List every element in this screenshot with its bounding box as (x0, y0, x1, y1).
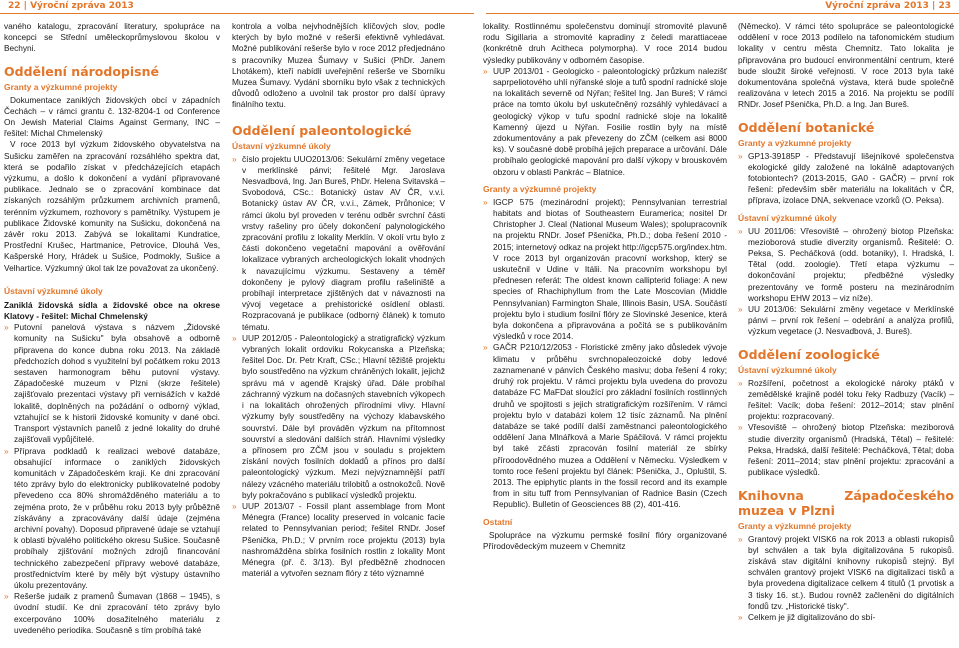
list-item: » GP13-39185P - Představují lišejníkové společenstva ekologické gildy založené na lokálně adaptovaných fotobiontech? (2013-2015, GA0 - GAČR) – první rok řešení: především sběr materiálu na lokalitách v ČR, příprava, izolace DNA, sekvenace vzorků (O. Peksa). (738, 151, 954, 207)
list-item: » Příprava podkladů k realizaci webové databáze, obsahující informace o zaniklých židovských komunitách v Západočeském kraji. Ke dni zpracování této zprávy bylo do elektronicky publikovatelné podoby převedeno cca 80% shromážděného materiálu a to zejména proto, že v průběhu roku 2013 byly průběžně získávány a zpracovávány další údaje (zejména archivní povahy). Doposud připravené údaje se vztahují k oblasti bývalého politického okresu Sušice. Současně probíhaly zjišťování možných zdrojů financování technického zabezpečení přípravy webové databáze, prostřednictvím které by měly být výstupy ústavního úkolu prezentovány. (4, 446, 220, 592)
task-list (738, 226, 954, 338)
list-item: » Celkem je již digitalizováno do sbí- (738, 612, 954, 623)
column-4 (738, 21, 954, 623)
page-header-left: 22 | Výroční zpráva 2013 (8, 1, 134, 11)
task-list (232, 154, 445, 580)
list-item: » IGCP 575 (mezinárodní projekt); Pennsylvanian terrestrial habitats and biotas of Southeastern Euramerica; nositel Dr Christopher J. Cleal (National Museum Wales); spolupracovník na projektu RNDr. Josef Pšenička, Ph.D.; doba řešení 2010 - 2015; internetový odkaz na projekt http://igcp575.org/index.htm. V roce 2013 byl organizován pracovní workshop, který se uskutečnil v Udine v Itálii. Na pracovním workshopu byl přednesen referát: The oldest known callipterid foliage: A new species of Rhachiphyllum from the Late Moscovian (Middle Pennsylvanian) Farmington Shale, Illinois Basin, USA. Součástí projektu bylo i studium fosilní flóry ze Slovinské Jesenice, která byla dokončena a připravována a počítá se s publikováním výsledků v roce 2014. (483, 197, 727, 343)
other-paragraph: Spolupráce na výzkumu permské fosilní flóry organizované Přírodovědeckým muzeem v Chemnitz (483, 529, 727, 551)
column-1 (4, 21, 220, 636)
task-list (4, 322, 220, 636)
section-title-library: Knihovna Západočeského muzea v Plzni (738, 487, 954, 518)
grants-heading: Granty a výzkumné projekty (738, 137, 852, 148)
header-rule-left (0, 13, 474, 14)
section-title-ethnography: Oddělení národopisné (4, 63, 159, 79)
task-list (738, 378, 954, 479)
grants-heading: Granty a výzkumné projekty (738, 520, 852, 531)
list-item: » UU 2013/06: Sekulární změny vegetace v Merklínské pánvi – první rok řešení – odebrání a analýza profilů, výzkum vegetace (J. Nesvadbová, J. Bureš). (738, 304, 954, 338)
list-item: » Putovní panelová výstava s názvem „Židovské komunity na Sušicku" byla obsahově a odborně připravena do konce dubna roku 2013. Na základě předchozích dohod s využitelní byl počátkem roku 2013 sestaven harmonogram běhu putovní výstavy. Západočeské muzeum v Plzni (skrze řešitele) zajišťovalo prezentaci výstavy při vernisážích v každé lokalitě, doplněných na požádání o odborný výklad, vztahující se k historii židovské komunity v dané obci. Transport výstavních panelů z jedné lokality do druhé zajišťovali vypůjčitelé. (4, 322, 220, 445)
list-item: » UU 2011/06: Vřesoviště – ohrožený biotop Plzeňska: mezioborová studie diverzity organismů. Řešitelé: O. Peksa, S. Pecháčková (odd. botaniky), I. Hradská, I. Tětal (odd. zoologie). Třetí etapa výzkumu – dokončování projektu; předběžné výsledky prezentovány ve formě posteru na mezinárodním workshopu EHW 2013 – viz níže). (738, 226, 954, 304)
section-title-botany: Oddělení botanické (738, 119, 875, 135)
grants-list (738, 151, 954, 207)
list-item: » Rozšíření, početnost a ekologické nároky ptáků v zemědělské krajině podél toku řeky Radbuzy (Vacík) – řešitel: Vacík; doba řešení: 2012–2014; stav plnění projektu: rozpracovaný. (738, 378, 954, 423)
list-item: » Vřesoviště – ohrožený biotop Plzeňska: meziborová studie diverzity organismů (Hradská, Tětal) – řešitelé: Peksa, Hradská, další řešitelé: Pecháčková, Tětal; doba řešení: 2011–2014; stav plnění projektu: zpracování a publikace výsledků. (738, 422, 954, 478)
task-list (483, 66, 727, 178)
tasks-heading: Ústavní výzkumné úkoly (4, 285, 103, 296)
page-header (0, 0, 959, 14)
intro-paragraph: vaného katalogu, zpracování literatury, spolupráce na koncepci se Střední uměleckoprůmyslovou školou v Bechyni. (4, 21, 220, 54)
tasks-heading: Ústavní výzkumné úkoly (232, 140, 331, 151)
grant-paragraph: V roce 2013 byl výzkum židovského obyvatelstva na Sušicku zaměřen na zpracování rozsáhlého spektra dat, která se podařilo získat v předcházejících etapách výzkumu, a došlo k dokončení a vydání připravované publikace. Jednalo se o zpracování kombinace dat získaných rozsáhlým průzkumem archivních pramenů, terénním výzkumem, rozhovory s pamětníky. Výstupem je publikace Židovské komunity na Sušicku, dokončená na závěr roku 2013. Zabývá se lokalitami Kundratice, Prostřední Krušec, Hartmanice, Petrovice, Dlouhá Ves, Kašperské Hory, Hrádek u Sušice, Podmokly, Sušice a Velhartice. Výzkumný úkol tak lze považovat za ukončený. (4, 139, 220, 273)
page-header-right: Výroční zpráva 2013 | 23 (825, 1, 951, 11)
grants-list (483, 197, 727, 511)
grants-heading: Granty a výzkumné projekty (483, 183, 597, 194)
list-item: » UUP 2012/05 - Paleontologický a stratigrafický výzkum vybraných lokalit ordoviku Rokycanska a Plzeňska; řešitel Doc. Dr. Petr Kraft, CSc.; Hlavní těžiště projektu bylo soustředěno na výzkum chráněných lokalit, jejichž správu má v agendě Krajský úřad. Dále probíhal záchranný výzkum na dočasných stavebních výkopech i na lokalitách ohrožených přírodními vlivy. Hlavní výzkumy byly soustředěny na výchozy klabavského souvrství. Dále byl prováděn výzkum na přítomnost souvrství a sledování dalších stráň. Hlavními výsledky a přínosem pro ZČM jsou v souladu s projektem získání nových fosilních dokladů a přínos pro další paleontologický výzkum. Mezi nejvýznamnější patří nálezy vzácného materiálu trilobitů a ostnokožců. Nově byly pokračováno s publikací výsledků projektu. (232, 333, 445, 501)
column-2 (232, 21, 445, 579)
column-3 (483, 21, 727, 552)
intro-paragraph: (Německo). V rámci této spolupráce se paleontologické oddělení v roce 2013 podílelo na tafonomickém studium lokality v centru města Chemnitz. Tato lokalita je připravována pro budoucí environmentální centrum, které bude sloužit široké veřejnosti. V roce 2013 byla také dokumentována společná výstava, která bude společně realizována v letech 2015 a 2016. Na projektu se podílí RNDr. Josef Pšenička, Ph.D. a Ing. Jan Bureš. (738, 21, 954, 110)
grants-heading: Granty a výzkumné projekty (4, 81, 118, 92)
task-title: Zaniklá židovská sídla a židovské obce na okrese Klatovy - řešitel: Michal Chmelenský (4, 299, 220, 322)
other-heading: Ostatní (483, 516, 513, 527)
list-item: » UUP 2013/07 - Fossil plant assemblage from Mont Ménegra (France) locality preserved in volcanic facie related to Pennsylvanian period; řešitel RNDr. Josef Pšenička, Ph.D.; V prvním roce projektu (2013) byla nashromážděna sbírka fosilních rostlin z lokality Mont Ménegra (př. č. 3/13). Byl předběžně zhodnocen materiál a vytvořen seznam flóry z této významné (232, 501, 445, 579)
grant-paragraph: Dokumentace zaniklých židovských obcí v západních Čechách – v rámci grantu č. 132-8204-1 od Conference On Jewish Material Claims Against Germany, INC – řešitel: Michal Chmelenský (4, 94, 220, 139)
list-item: » číslo projektu UUO2013/06: Sekulární změny vegetace v merklínské pánvi; řešitelé Mgr. Jaroslava Nesvadbová, Ing. Jan Bureš, PhDr. Helena Svitavská – Svobodová, CSc.: Botanický ústav AV ČR, v.v.i. Botanický ústav AV ČR, v.v.i., Zámek, Průhonice; V rámci úkolu byl proveden v terénu odběr svrchní části vrstvy rašeliny pro účely dokončení palynologického zpracování profilu z lokality Merklín. V okolí vrtu bylo z části dokončeno vegetační mapování a ověřování lokalizace vybraných archeologických lokalit vhodných k navazujícímu výzkumu. Sestaveny a téměř dokončeny je pylový diagram profilu rašeliniště a probíhají interpretace zjištěných dat v návaznosti na vývoj vegetace a prehistorické osídlení oblasti. Rozpracovaná je publikace (odborný článek) k tomuto tématu. (232, 154, 445, 333)
header-rule-right (486, 13, 959, 14)
section-title-zoology: Oddělení zoologické (738, 346, 880, 362)
list-item: » Rešerše judaik z pramenů Šumavan (1868 – 1945), s úvodní studií. Ke dni zpracování této zprávy bylo excerpováno 100% dosažitelného materiálu z uvedeného periodika. Současně s tím probíhá také (4, 591, 220, 636)
list-item: » GAČR P210/12/2053 - Floristické změny jako důsledek vývoje klimatu v průběhu svrchnopaleozoické doby ledové zaznamenané v pánvích Českého masivu; doba řešení 4 roky; druhý rok projektu. V rámci projektu byla uvedena do provozu databáze FC MaFDat sloužící pro základní fosilních rostlinných druhů ve spojitosti s jejich stratigrafickým rozšířením. V rámci projektu bylo v databázi kolem 12 tisíc záznamů. Na plnění databáze se také podílí další zaměstnanci paleontologického oddělení Jana Mlnářková a Marie Spáčilová. V rámci projektu byl také zčásti zpracován fosilní materiál ze sbírky příroodovědného muzea a Oddělení v Německu. Výsledkem v tomto roce řešení projektu byl článek: Pšenička, J., Opluštil, S. 2013. The epiphytic plants in the fossil record and its example from in situ tuff from Pennsylvanian of Radnice Basin (Czech Republic). Bulletin of Geosciences 88 (2), 401-416. (483, 342, 727, 510)
list-item: » UUP 2013/01 - Geologicko - paleontologický průzkum nalezišť saprpeliotového uhlí nýřanské sloje a tufů spodní radnické sloje na lokalitách severně od Nýřan; řešitel Ing. Jan Bureš; V rámci práce na tomto úkolu byl uskutečněný rozsáhlý vyhledávací a geologický výkop v tufu spodní radnické sloje na lokalitě Kamenný újezd u Nýřan. Fosilie rostlin byly na místě zdokumentovány a pak převezeny do ZČM (celkem asi 8000 ks). V současné době probíhá jejich preparace a určování. Dále probíhalo geologické mapování pro další výkopy v brouskovém obzoru v oblasti Pankrác – Blatnice. (483, 66, 727, 178)
intro-paragraph: kontrola a volba nejvhodnějších klíčových slov, podle kterých by bylo možné v rešerši efektivně vyhledávat. Možné publikování rešerše bylo v roce 2012 předjednáno s pracovníky Muzea Šumavy v Sušici (PhDr. Janem Lhotákem), kteří nabídli uveřejnění rešerše ve Sborníku Muzea Šumavy. Vydání sborníku bylo však z technických důvodů odloženo a uvolnil tak prostor pro další úpravy finálního textu. (232, 21, 445, 110)
tasks-heading: Ústavní výzkumné úkoly (738, 212, 837, 223)
list-item: » Grantový projekt VISK6 na rok 2013 a oblasti rukopisů byl schválen a tak byla digitalizována 5 rukopisů. získává stav digitální knihovny rukopisů stejný. Byl schválen grantový projekt VISK6 na digitalizaci tisků a byla provedena digitalizace celkem 4 titulů (1 prvotisk a 3 tisky 16. st.). Budou rovněž začleněni do digitálních fondů tzv. „Historické tisky". (738, 534, 954, 612)
grants-list (738, 534, 954, 624)
section-title-paleontology: Oddělení paleontologické (232, 122, 412, 138)
intro-paragraph: lokality. Rostlinnému společenstvu dominují stromovité plavuně rodu Sigillaria a stromovité kapradiny z čeledi marattiaceae (konkrétně druh Acitheca polymorpha). V roce 2014 budou výsledky publikovány v odborném časopise. (483, 21, 727, 65)
tasks-heading: Ústavní výzkumné úkoly (738, 364, 837, 375)
